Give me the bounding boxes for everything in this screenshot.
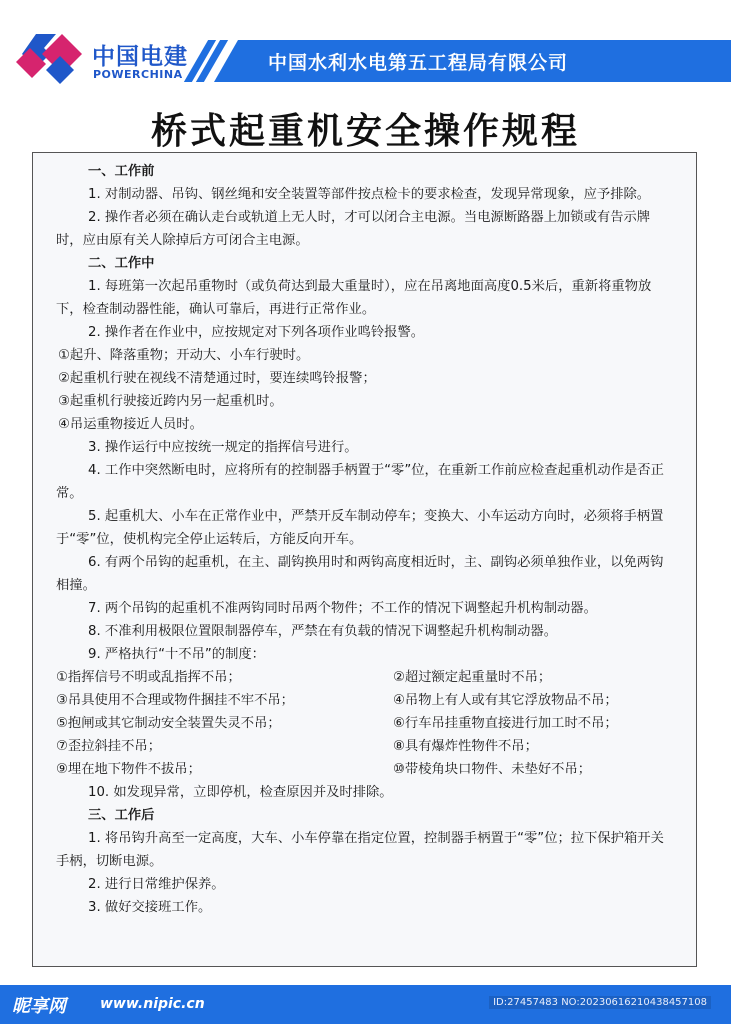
no-lift-rule: ⑤抱闸或其它制动安全装置失灵不吊； <box>56 716 281 731</box>
regulation-content <box>56 160 676 919</box>
no-lift-rule: ⑦歪拉斜挂不吊； <box>56 739 161 754</box>
paragraph: 3. 操作运行中应按统一规定的指挥信号进行。 <box>88 440 358 455</box>
no-lift-rule: ⑩带棱角块口物件、未垫好不吊； <box>393 762 592 777</box>
paragraph: 3. 做好交接班工作。 <box>88 900 212 915</box>
brand-name-cn: 中国电建 <box>92 44 188 70</box>
company-name: 中国水利水电第五工程局有限公司 <box>268 52 569 74</box>
watermark-id: ID:27457483 NO:20230616210438457108 <box>489 996 711 1009</box>
paragraph: 1. 对制动器、吊钩、钢丝绳和安全装置等部件按点检卡的要求检查，发现异常现象，应予排除。 <box>88 187 651 202</box>
no-lift-rule: ⑥行车吊挂重物直接进行加工时不吊； <box>393 716 618 731</box>
paragraph: 6. 有两个吊钩的起重机，在主、副钩换用时和两钩高度相近时，主、副钩必须单独作业，以免两钩相撞。 <box>56 555 664 593</box>
paragraph: 8. 不准利用极限位置限制器停车，严禁在有负载的情况下调整起升机构制动器。 <box>88 624 558 639</box>
page-title: 桥式起重机安全操作规程 <box>150 111 580 152</box>
watermark-url: www.nipic.cn <box>100 996 205 1012</box>
section-heading: 一、工作前 <box>88 164 155 179</box>
sub-item: ②起重机行驶在视线不清楚通过时，要连续鸣铃报警； <box>58 371 376 386</box>
paragraph: 7. 两个吊钩的起重机不准两钩同时吊两个物件；不工作的情况下调整起升机构制动器。 <box>88 601 597 616</box>
paragraph: 10. 如发现异常，立即停机，检查原因并及时排除。 <box>88 785 393 800</box>
sub-item: ④吊运重物接近人员时。 <box>58 417 203 432</box>
ten-no-lift-list <box>56 666 676 781</box>
no-lift-rule: ⑨埋在地下物件不拔吊； <box>56 762 201 777</box>
brand-name-en: POWERCHINA <box>93 68 183 81</box>
paragraph: 5. 起重机大、小车在正常作业中，严禁开反车制动停车；变换大、小车运动方向时，必须将手柄置于“零”位，使机构完全停止运转后，方能反向开车。 <box>56 509 664 547</box>
sub-item: ①起升、降落重物；开动大、小车行驶时。 <box>58 348 310 363</box>
no-lift-rule: ①指挥信号不明或乱指挥不吊； <box>56 670 241 685</box>
no-lift-rule: ②超过额定起重量时不吊； <box>393 670 552 685</box>
paragraph: 9. 严格执行“十不吊”的制度： <box>88 647 265 662</box>
paragraph: 2. 操作者在作业中，应按规定对下列各项作业鸣铃报警。 <box>88 325 425 340</box>
paragraph: 4. 工作中突然断电时，应将所有的控制器手柄置于“零”位，在重新工作前应检查起重机动作是否正常。 <box>56 463 664 501</box>
paragraph: 1. 每班第一次起吊重物时（或负荷达到最大重量时），应在吊离地面高度0.5米后，重新将重物放下，检查制动器性能，确认可靠后，再进行正常作业。 <box>56 279 652 317</box>
paragraph: 2. 操作者必须在确认走台或轨道上无人时，才可以闭合主电源。当电源断路器上加锁或有告示牌时，应由原有关人除掉后方可闭合主电源。 <box>56 210 651 248</box>
powerchina-logo-icon <box>16 34 82 88</box>
section-heading: 二、工作中 <box>88 256 155 271</box>
section-heading: 三、工作后 <box>88 808 155 823</box>
watermark-logo: 昵享网 <box>12 996 66 1017</box>
paragraph: 2. 进行日常维护保养。 <box>88 877 225 892</box>
paragraph: 1. 将吊钩升高至一定高度，大车、小车停靠在指定位置，控制器手柄置于“零”位；拉下保护箱开关手柄，切断电源。 <box>56 831 664 869</box>
sub-item: ③起重机行驶接近跨内另一起重机时。 <box>58 394 283 409</box>
no-lift-rule: ⑧具有爆炸性物件不吊； <box>393 739 538 754</box>
no-lift-rule: ④吊物上有人或有其它浮放物品不吊； <box>393 693 618 708</box>
no-lift-rule: ③吊具使用不合理或物件捆挂不牢不吊； <box>56 693 294 708</box>
